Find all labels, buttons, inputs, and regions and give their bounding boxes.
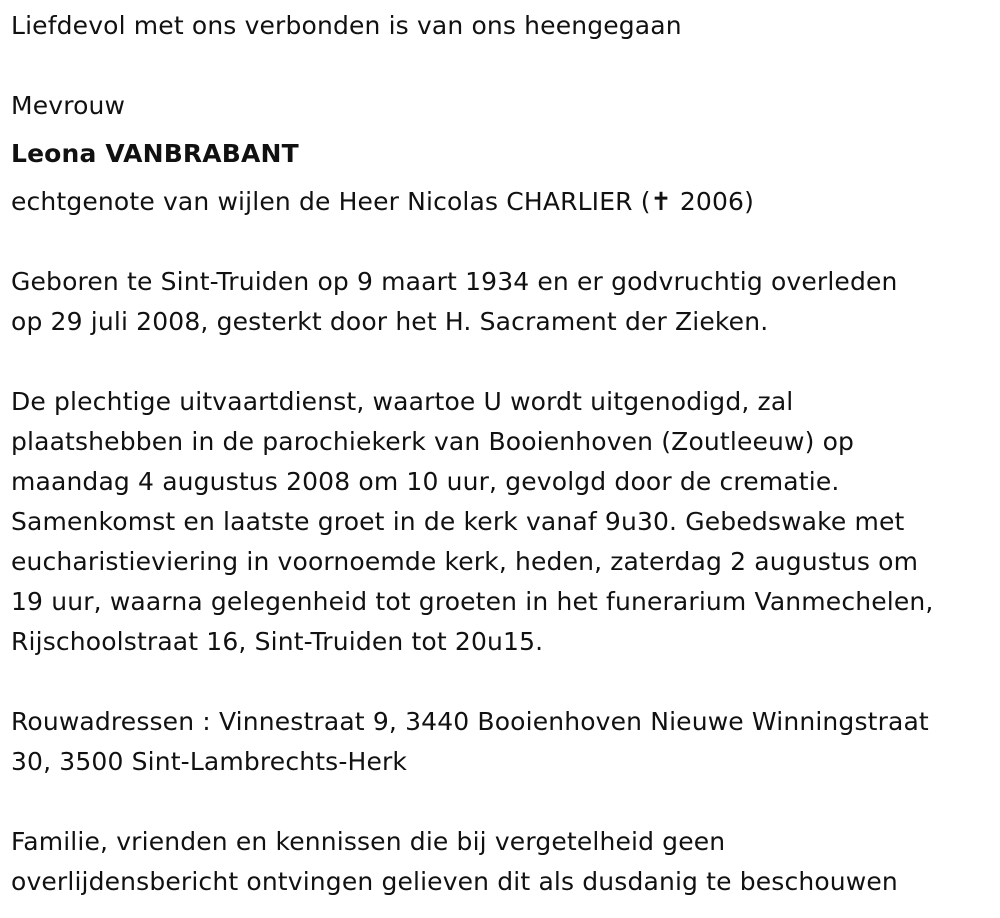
spouse-line: echtgenote van wijlen de Heer Nicolas CHARLIER (✝ 2006) <box>11 187 754 216</box>
intro-text: Liefdevol met ons verbonden is van ons heengegaan <box>11 11 682 40</box>
paragraph-line: 19 uur, waarna gelegenheid tot groeten in het funerarium Vanmechelen, <box>11 587 934 616</box>
paragraph-line: Samenkomst en laatste groet in de kerk vanaf 9u30. Gebedswake met <box>11 507 905 536</box>
paragraph-line: 30, 3500 Sint-Lambrechts-Herk <box>11 747 408 776</box>
spacer <box>11 782 991 822</box>
spacer <box>11 342 991 382</box>
paragraph-line: maandag 4 augustus 2008 om 10 uur, gevolgd door de crematie. <box>11 467 840 496</box>
paragraph-line: Geboren te Sint-Truiden op 9 maart 1934 en er godvruchtig overleden <box>11 267 898 296</box>
spacer <box>11 222 991 262</box>
closing-paragraph <box>11 822 991 902</box>
spacer <box>11 46 991 86</box>
paragraph-line: Rijschoolstraat 16, Sint-Truiden tot 20u15. <box>11 627 544 656</box>
paragraph-line: eucharistieviering in voornoemde kerk, heden, zaterdag 2 augustus om <box>11 547 919 576</box>
spacer <box>11 662 991 702</box>
paragraph-line: De plechtige uitvaartdienst, waartoe U wordt uitgenodigd, zal <box>11 387 794 416</box>
salutation: Mevrouw <box>11 91 126 120</box>
paragraph-line: Rouwadressen : Vinnestraat 9, 3440 Booienhoven Nieuwe Winningstraat <box>11 707 929 736</box>
service-paragraph <box>11 382 991 662</box>
deceased-name: Leona VANBRABANT <box>11 139 299 168</box>
paragraph-line: Familie, vrienden en kennissen die bij vergetelheid geen <box>11 827 726 856</box>
paragraph-line: overlijdensbericht ontvingen gelieven dit als dusdanig te beschouwen <box>11 867 898 896</box>
paragraph-line: plaatshebben in de parochiekerk van Booienhoven (Zoutleeuw) op <box>11 427 855 456</box>
addresses-paragraph <box>11 702 991 782</box>
paragraph-line: op 29 juli 2008, gesterkt door het H. Sacrament der Zieken. <box>11 307 769 336</box>
birth-death-paragraph <box>11 262 991 342</box>
